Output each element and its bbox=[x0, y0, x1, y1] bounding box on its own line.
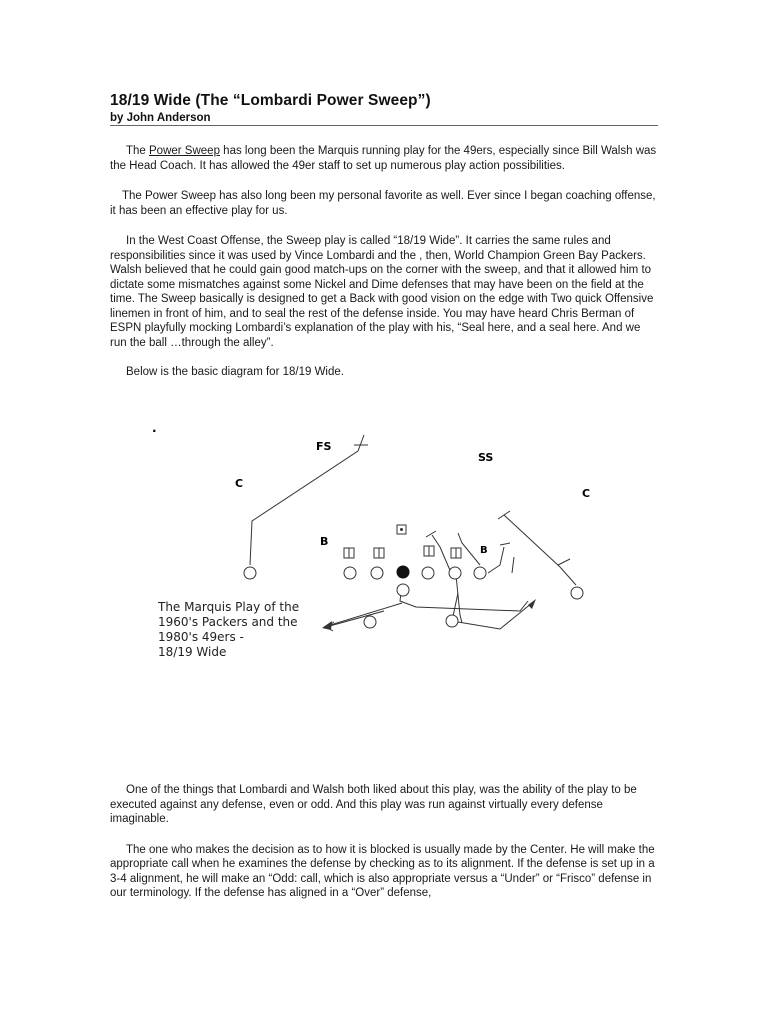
left-end-route bbox=[250, 435, 364, 565]
right-end-tee-2 bbox=[558, 559, 570, 565]
right-backer-label: B bbox=[480, 545, 488, 556]
center-circle bbox=[397, 566, 409, 578]
play-diagram bbox=[140, 415, 610, 675]
power-sweep-link[interactable]: Power Sweep bbox=[149, 145, 220, 157]
paragraph-west-coast: In the West Coast Offense, the Sweep play is called “18/19 Wide”. It carries the same rules and responsibilities since it was used by Vince Lombardi and the , then, World Champion Green Bay Packers. Walsh believed that he could gain good match-ups on the corner with the sweep, and that it allowed him to dictate some mismatches against some Nickel and Dime defenses that may have been on the field at the time. The Sweep basically is designed to get a Back with good vision on the edge with Two quick Offensive linemen in front of him, and to seal the rest of the defense inside. You may have heard Chris Berman of ESPN playfully mocking Lombardi’s explanation of the play with his, “Seal here, and a seal here. And we run the ball …through the alley”. bbox=[110, 235, 654, 349]
left-corner-label: C bbox=[235, 477, 244, 490]
pulling-guard-route bbox=[400, 585, 528, 611]
guard-block bbox=[488, 547, 504, 573]
intro-prefix: The bbox=[126, 145, 150, 157]
right-corner-label: C bbox=[582, 487, 591, 500]
diagram-caption bbox=[157, 600, 299, 659]
right-arrow-line bbox=[452, 603, 532, 629]
center-block bbox=[432, 535, 452, 575]
guard-block-tee bbox=[500, 543, 510, 545]
document-page bbox=[110, 92, 658, 380]
document-continued bbox=[110, 783, 658, 901]
top-dot: . bbox=[152, 421, 157, 435]
tackle-release bbox=[512, 557, 514, 573]
left-backer-label: B bbox=[320, 535, 329, 548]
right-wing-circle bbox=[571, 587, 583, 599]
intro-rest: has long been the Marquis running play for the 49ers, especially since Bill Walsh was the Head Coach. It has allowed the 49er staff to set up numerous play action possibilities. bbox=[110, 145, 657, 172]
tight-end-circle bbox=[474, 567, 486, 579]
ss-label: SS bbox=[478, 451, 494, 464]
fullback-circle bbox=[446, 615, 458, 627]
paragraph-favorite: The Power Sweep has also long been my personal favorite as well. Ever since I began coaching offense, it has been an effective play for us. bbox=[110, 190, 656, 217]
tailback-route bbox=[324, 603, 402, 627]
right-guard-circle bbox=[422, 567, 434, 579]
paragraph-diagram-intro: Below is the basic diagram for 18/19 Wide. bbox=[126, 366, 344, 378]
author-byline: by John Anderson bbox=[110, 112, 658, 126]
defender-square-dot bbox=[401, 529, 403, 531]
caption-line: 18/19 Wide bbox=[158, 645, 227, 659]
tailback-circle bbox=[364, 616, 376, 628]
left-arrow-head bbox=[322, 621, 332, 630]
fs-label: FS bbox=[316, 440, 332, 453]
paragraph-any-defense: One of the things that Lombardi and Walsh both liked about this play, was the ability of the play to be executed against any defense, even or odd. And this play was run against virtually every defense imaginable. bbox=[110, 784, 637, 825]
right-tackle-circle bbox=[449, 567, 461, 579]
play-diagram-svg bbox=[140, 415, 610, 675]
center-block-tee bbox=[426, 531, 436, 537]
right-arrow-head bbox=[528, 599, 536, 609]
caption-line: 1960's Packers and the bbox=[158, 615, 298, 629]
caption-line: The Marquis Play of the bbox=[158, 600, 300, 614]
paragraph-center-call: The one who makes the decision as to how it is blocked is usually made by the Center. He will make the appropriate call when he examines the defense by checking as to its alignment. If the defense is set up in a 3-4 alignment, he will make an “Odd: call, which is also appropriate versus a “Under” or “Frisco” defense in our terminology. If the defense has aligned in a “Over” defense, bbox=[110, 843, 655, 899]
left-tackle-circle bbox=[344, 567, 356, 579]
right-end-route bbox=[504, 515, 576, 585]
paragraph-intro bbox=[110, 144, 658, 173]
left-end-circle bbox=[244, 567, 256, 579]
quarterback-circle bbox=[397, 584, 409, 596]
document-title: 18/19 Wide (The “Lombardi Power Sweep”) bbox=[110, 92, 431, 109]
left-guard-circle bbox=[371, 567, 383, 579]
right-end-tee bbox=[498, 511, 510, 519]
caption-line: 1980's 49ers - bbox=[158, 630, 244, 644]
